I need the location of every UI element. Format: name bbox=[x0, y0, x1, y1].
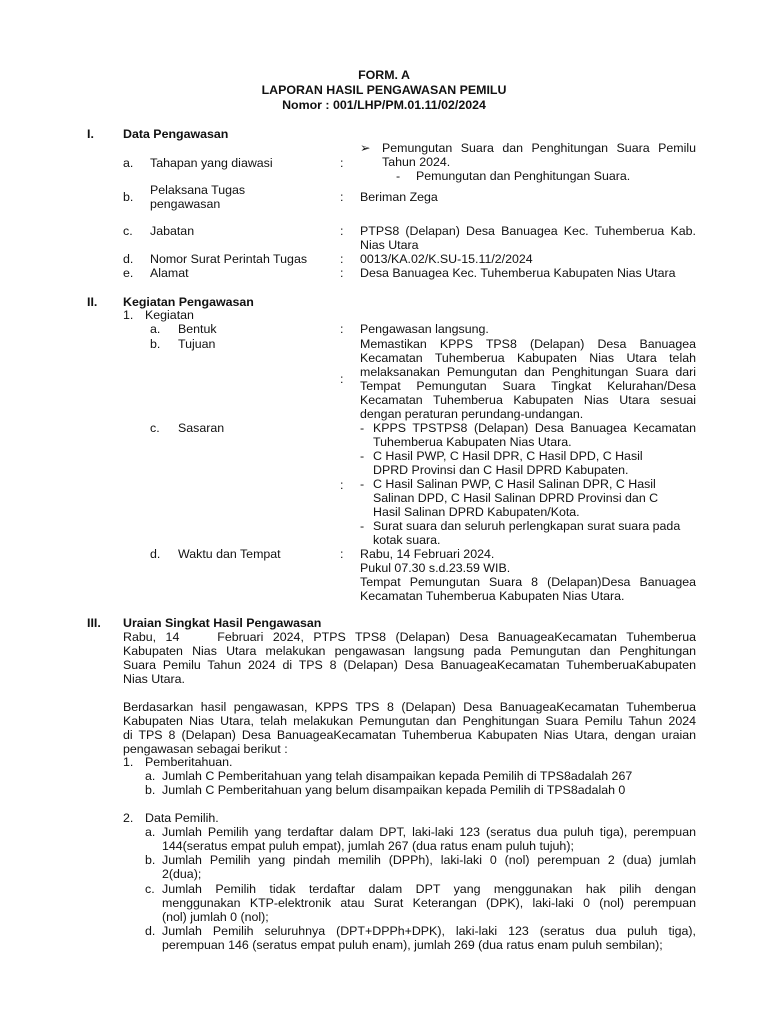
paragraph2-line: pengawasan sebagai berikut : bbox=[123, 742, 288, 756]
kegiatan-number: 1. bbox=[123, 308, 134, 322]
sasaran-label: Sasaran bbox=[178, 421, 225, 435]
tujuan-letter: b. bbox=[150, 337, 161, 351]
tujuan-colon: : bbox=[340, 372, 344, 386]
pemberitahuan-b-letter: b. bbox=[145, 783, 156, 797]
bentuk-letter: a. bbox=[150, 322, 161, 336]
pemilih-d-line: perempuan 146 (seratus empat puluh enam), jumlah 269 (dua ratus enam puluh sembilan); bbox=[162, 938, 663, 952]
pemilih-b-line: 2(dua); bbox=[162, 867, 202, 881]
row-e-colon: : bbox=[340, 266, 344, 280]
row-a-value-line3: Pemungutan dan Penghitungan Suara. bbox=[416, 169, 631, 183]
row-c-value-line2: Nias Utara bbox=[360, 238, 419, 252]
sasaran-dash: - bbox=[360, 477, 365, 491]
row-e-value: Desa Banuagea Kec. Tuhemberua Kabupaten Nias Utara bbox=[360, 266, 676, 280]
sasaran-item-line: DPRD Provinsi dan C Hasil DPRD Kabupaten. bbox=[373, 463, 629, 477]
row-b-value: Beriman Zega bbox=[360, 190, 438, 204]
report-number: Nomor : 001/LHP/PM.01.11/02/2024 bbox=[282, 98, 486, 112]
waktu-line: Kecamatan Tuhemberua Kabupaten Nias Utara. bbox=[360, 589, 625, 603]
row-d-letter: d. bbox=[123, 252, 134, 266]
row-d-label: Nomor Surat Perintah Tugas bbox=[150, 252, 308, 266]
row-e-label: Alamat bbox=[150, 266, 189, 280]
row-b-label-line1: Pelaksana Tugas bbox=[150, 183, 246, 197]
sasaran-dash: - bbox=[360, 519, 365, 533]
pemberitahuan-b-text: Jumlah C Pemberitahuan yang belum disampaikan kepada Pemilih di TPS8adalah 0 bbox=[162, 783, 626, 797]
paragraph1-line: Rabu, 14 Februari 2024, PTPS TPS8 (Delapan) Desa BanuageaKecamatan Tuhemberua bbox=[123, 630, 696, 644]
tujuan-line: Tempat Pemungutan Suara Tingkat Kelurahan/Desa bbox=[360, 379, 696, 393]
row-b-label-line2: pengawasan bbox=[150, 197, 221, 211]
pemilih-a-letter: a. bbox=[145, 825, 156, 839]
sasaran-letter: c. bbox=[150, 421, 160, 435]
section3-title: Uraian Singkat Hasil Pengawasan bbox=[123, 616, 322, 630]
sasaran-item-line: C Hasil Salinan PWP, C Hasil Salinan DPR, C Hasil bbox=[373, 477, 656, 491]
waktu-line: Tempat Pemungutan Suara 8 (Delapan)Desa Banuagea bbox=[360, 575, 696, 589]
pemilih-a-line: 144(seratus empat puluh empat), jumlah 267 (dua ratus enam puluh tujuh); bbox=[162, 839, 574, 853]
tujuan-line: Memastikan KPPS TPS8 (Delapan) Desa Banuagea bbox=[360, 337, 696, 351]
tujuan-line: Kecamatan Tuhemberua Kabupaten Nias Utara sesuai bbox=[360, 393, 696, 407]
paragraph2-line: di TPS 8 (Delapan) Desa BanuageaKecamatan Tuhemberua Kabupaten Nias Utara, dengan uraian bbox=[123, 728, 696, 742]
paragraph1-line: Kabupaten Nias Utara melakukan pengawasan langsung pada Pemungutan dan Penghitungan bbox=[123, 644, 696, 658]
pemilih-c-line: (nol) jumlah 0 (nol); bbox=[162, 910, 269, 924]
section1-title: Data Pengawasan bbox=[123, 127, 229, 141]
report-title: LAPORAN HASIL PENGAWASAN PEMILU bbox=[261, 83, 507, 97]
sasaran-colon: : bbox=[340, 478, 344, 492]
tujuan-label: Tujuan bbox=[178, 337, 216, 351]
row-a-value-line1: Pemungutan Suara dan Penghitungan Suara Pemilu bbox=[382, 141, 696, 155]
tujuan-line: Kecamatan Tuhemberua Kabupaten Nias Utara telah bbox=[360, 351, 696, 365]
row-b-letter: b. bbox=[123, 190, 134, 204]
pemilih-c-letter: c. bbox=[145, 882, 155, 896]
row-d-value: 0013/KA.02/K.SU-15.11/2/2024 bbox=[360, 252, 533, 266]
pemberitahuan-title: Pemberitahuan. bbox=[145, 755, 233, 769]
row-a-colon: : bbox=[340, 156, 344, 170]
pemilih-b-letter: b. bbox=[145, 853, 156, 867]
pemilih-d-letter: d. bbox=[145, 924, 156, 938]
waktu-label: Waktu dan Tempat bbox=[178, 547, 281, 561]
sasaran-item-line: Tuhemberua Kabupaten Nias Utara. bbox=[373, 435, 572, 449]
sasaran-item-line: Hasil Salinan DPRD Kabupaten/Kota. bbox=[373, 505, 580, 519]
row-a-dash: - bbox=[396, 169, 401, 183]
row-e-letter: e. bbox=[123, 266, 134, 280]
sasaran-item-line: Salinan DPD, C Hasil Salinan DPRD Provinsi dan C bbox=[373, 491, 659, 505]
kegiatan-title: Kegiatan bbox=[145, 308, 194, 322]
data-pemilih-title: Data Pemilih. bbox=[145, 811, 219, 825]
pemilih-d-line: Jumlah Pemilih seluruhnya (DPT+DPPh+DPK), laki-laki 123 (seratus dua puluh tiga), bbox=[162, 924, 696, 938]
row-c-letter: c. bbox=[123, 224, 133, 238]
pemberitahuan-a-text: Jumlah C Pemberitahuan yang telah disampaikan kepada Pemilih di TPS8adalah 267 bbox=[162, 769, 633, 783]
paragraph1-line: Nias Utara. bbox=[123, 672, 185, 686]
waktu-colon: : bbox=[340, 547, 344, 561]
form-label: FORM. A bbox=[358, 68, 410, 82]
pemilih-c-line: menggunakan KTP-elektronik atau Surat Keterangan (DPK), laki-laki 0 (nol) perempuan bbox=[162, 896, 696, 910]
paragraph2-line: Berdasarkan hasil pengawasan, KPPS TPS 8 (Delapan) Desa BanuageaKecamatan Tuhemberua bbox=[123, 700, 696, 714]
bentuk-value: Pengawasan langsung. bbox=[360, 322, 489, 336]
pemilih-c-line: Jumlah Pemilih tidak terdaftar dalam DPT yang menggunakan hak pilih dengan bbox=[162, 882, 696, 896]
sasaran-item-line: kotak suara. bbox=[373, 533, 441, 547]
paragraph2-line: Kabupaten Nias Utara, telah melakukan Pemungutan dan Penghitungan Suara Pemilu Tahun 2024 bbox=[123, 714, 696, 728]
waktu-line: Pukul 07.30 s.d.23.59 WIB. bbox=[360, 561, 511, 575]
pemilih-b-line: Jumlah Pemilih yang pindah memilih (DPPh), laki-laki 0 (nol) perempuan 2 (dua) jumlah bbox=[162, 853, 696, 867]
row-d-colon: : bbox=[340, 252, 344, 266]
waktu-line: Rabu, 14 Februari 2024. bbox=[360, 547, 495, 561]
bentuk-label: Bentuk bbox=[178, 322, 217, 336]
row-a-label: Tahapan yang diawasi bbox=[150, 156, 273, 170]
arrow-bullet-icon: ➢ bbox=[360, 141, 371, 155]
pemberitahuan-number: 1. bbox=[123, 755, 134, 769]
paragraph1-line: Suara Pemilu Tahun 2024 di TPS 8 (Delapan) Desa BanuageaKecamatan TuhemberuaKabupaten bbox=[123, 658, 696, 672]
row-c-value-line1: PTPS8 (Delapan) Desa Banuagea Kec. Tuhemberua Kab. bbox=[360, 224, 696, 238]
bentuk-colon: : bbox=[340, 322, 344, 336]
row-a-value-line2: Tahun 2024. bbox=[382, 155, 451, 169]
row-b-colon: : bbox=[340, 190, 344, 204]
pemberitahuan-a-letter: a. bbox=[145, 769, 156, 783]
pemilih-a-line: Jumlah Pemilih yang terdaftar dalam DPT, laki-laki 123 (seratus dua puluh tiga), perempuan bbox=[162, 825, 696, 839]
row-a-letter: a. bbox=[123, 156, 134, 170]
section2-number: II. bbox=[87, 295, 98, 309]
sasaran-item-line: KPPS TPSTPS8 (Delapan) Desa Banuagea Kecamatan bbox=[373, 421, 696, 435]
section1-number: I. bbox=[87, 127, 94, 141]
waktu-letter: d. bbox=[150, 547, 161, 561]
row-c-label: Jabatan bbox=[150, 224, 195, 238]
sasaran-dash: - bbox=[360, 449, 365, 463]
data-pemilih-number: 2. bbox=[123, 811, 134, 825]
section2-title: Kegiatan Pengawasan bbox=[123, 295, 254, 309]
tujuan-line: dengan peraturan perundang-undangan. bbox=[360, 407, 584, 421]
sasaran-dash: - bbox=[360, 421, 365, 435]
tujuan-line: melaksanakan Pemungutan dan Penghitungan Suara dari bbox=[360, 365, 696, 379]
sasaran-item-line: Surat suara dan seluruh perlengkapan surat suara pada bbox=[373, 519, 681, 533]
sasaran-item-line: C Hasil PWP, C Hasil DPR, C Hasil DPD, C Hasil bbox=[373, 449, 643, 463]
row-c-colon: : bbox=[340, 224, 344, 238]
section3-number: III. bbox=[87, 616, 101, 630]
